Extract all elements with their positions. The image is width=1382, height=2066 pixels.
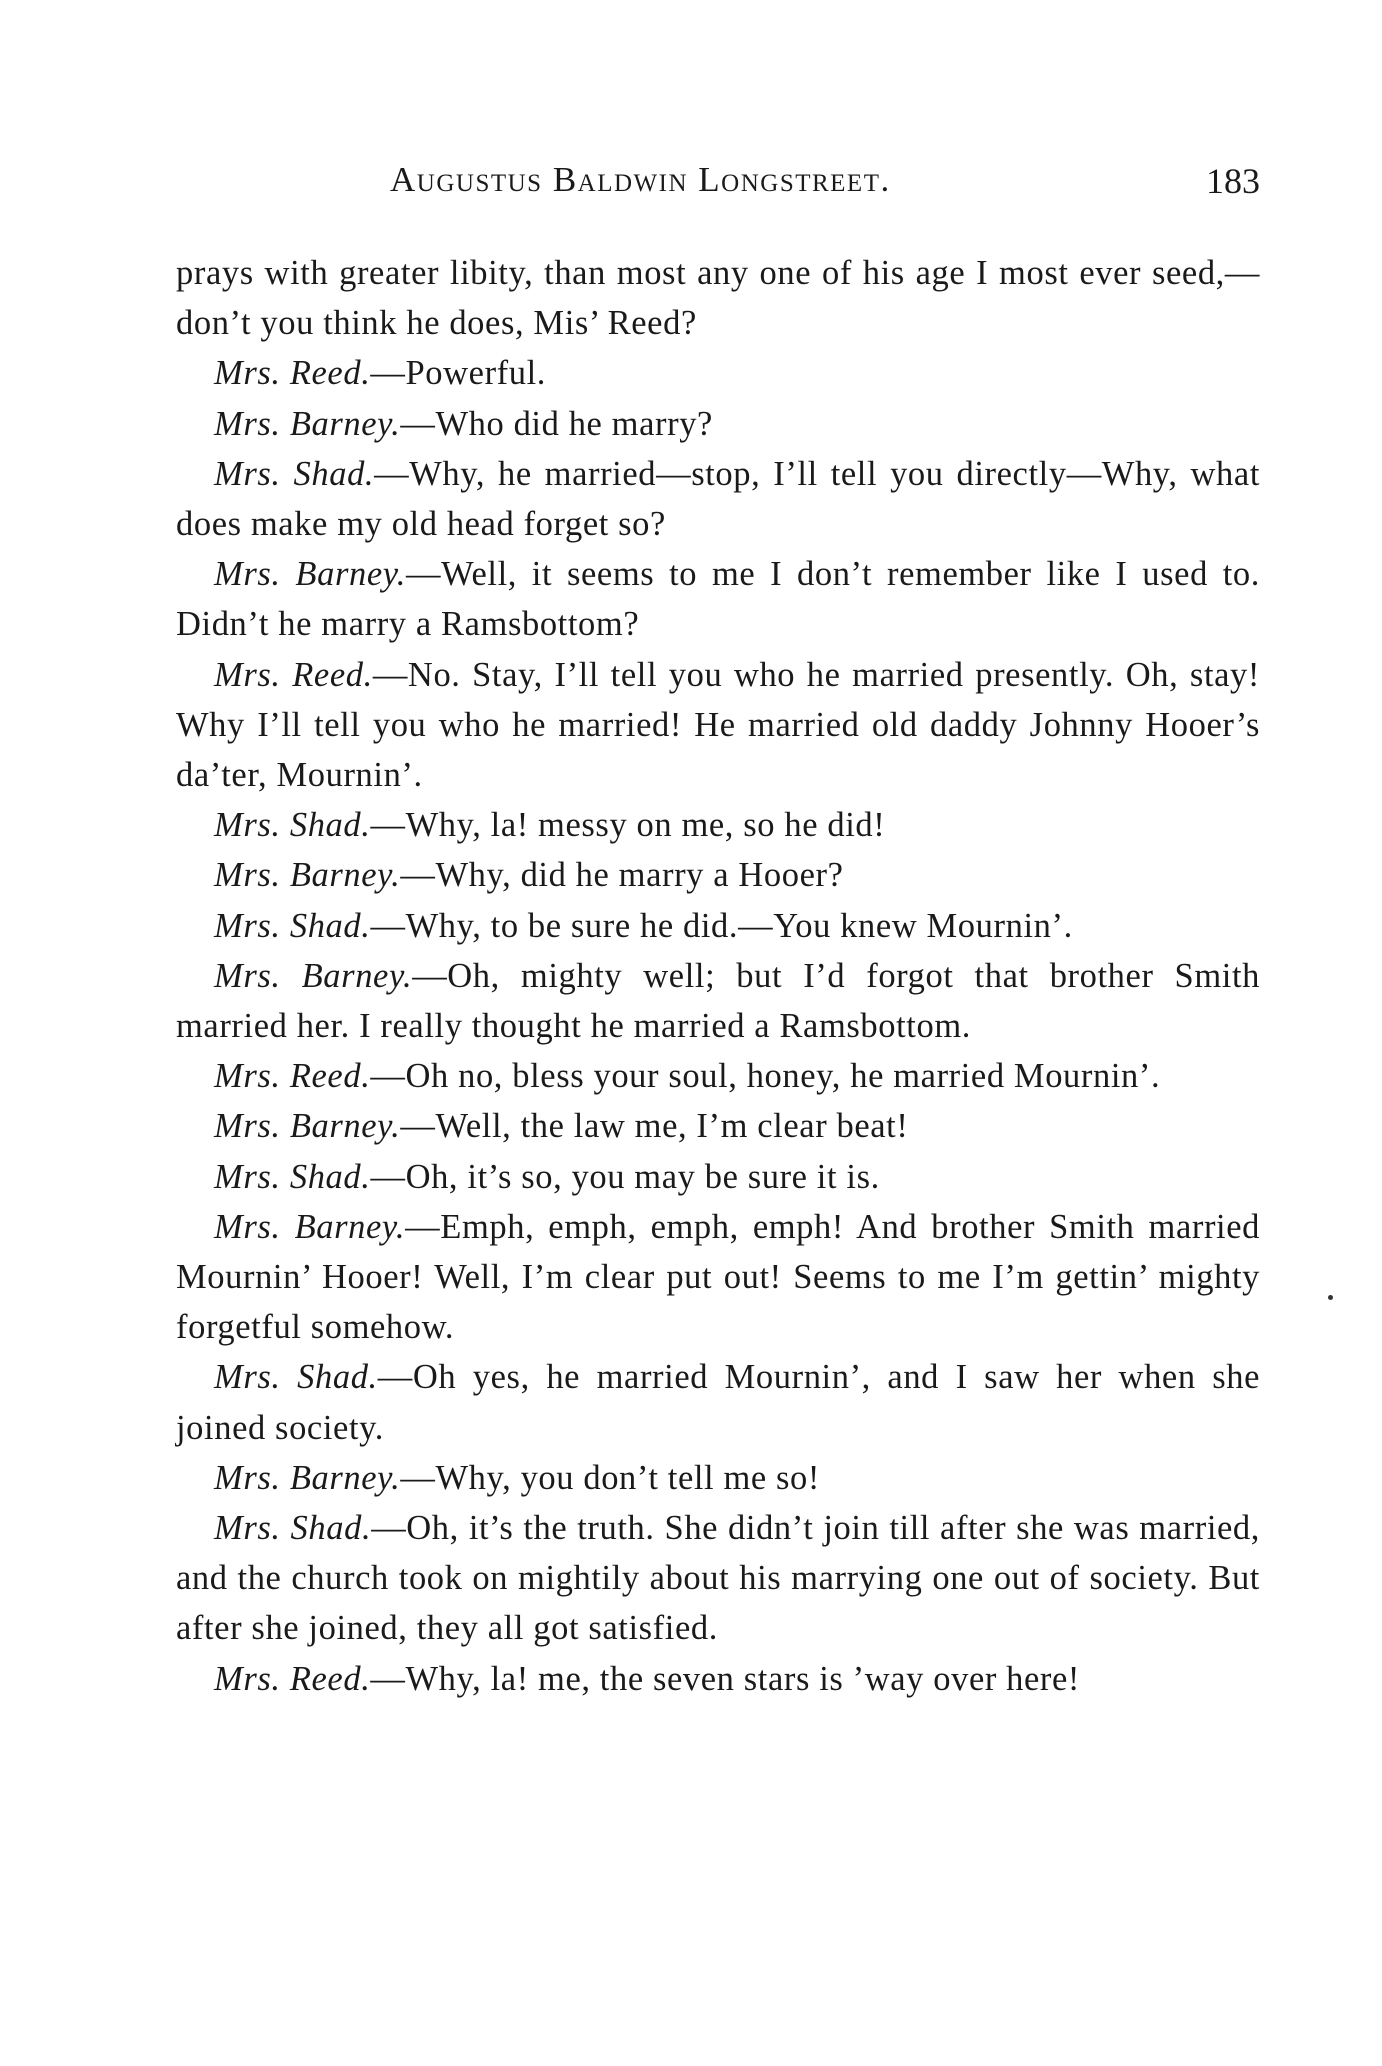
speaker-name: Mrs. Reed. (214, 1659, 371, 1698)
speaker-name: Mrs. Shad. (214, 454, 375, 493)
running-head (176, 160, 1260, 208)
opening-paragraph: prays with greater libity, than most any one of his age I most ever seed,—don’t you think he does, Mis’ Reed? (176, 254, 1260, 343)
dialogue-line (176, 1352, 1260, 1452)
speaker-name: Mrs. Barney. (214, 1207, 406, 1246)
speech-text: —Why, he married—stop, I’ll tell you directly—Why, what does make my old head forget so? (176, 454, 1260, 544)
speech-text: —Well, the law me, I’m clear beat! (400, 1107, 909, 1146)
speaker-name: Mrs. Reed. (214, 354, 371, 393)
dialogue-line (176, 1152, 1260, 1202)
dialogue-line (176, 1503, 1260, 1654)
dialogue-line (176, 800, 1260, 850)
speech-text: —Oh, it’s the truth. She didn’t join till after she was married, and the church took on mightily about his marrying one out of society. But after she joined, they all got satisfied. (176, 1509, 1260, 1648)
speech-text: —Powerful. (370, 354, 547, 393)
page-number: 183 (1206, 161, 1260, 201)
speaker-name: Mrs. Barney. (214, 1107, 401, 1146)
speech-text: —Oh yes, he married Mournin’, and I saw her when she joined society. (176, 1358, 1261, 1447)
dialogue-line (176, 1101, 1260, 1151)
dialogue-line (176, 650, 1260, 801)
speaker-name: Mrs. Barney. (214, 1458, 401, 1497)
dialogue-line (176, 1453, 1260, 1503)
speaker-name: Mrs. Barney. (214, 956, 413, 995)
speech-text: —Why, la! me, the seven stars is ’way over here! (370, 1659, 1081, 1698)
speech-text: —Emph, emph, emph, emph! And brother Smith married Mournin’ Hooer! Well, I’m clear put out! Seems to me I’m gettin’ mighty forgetful somehow. (176, 1207, 1261, 1347)
speech-text: —No. Stay, I’ll tell you who he married presently. Oh, stay! Why I’ll tell you who he married! He married old daddy Johnny Hooer’s da’ter, Mournin’. (176, 655, 1260, 795)
speaker-name: Mrs. Shad. (214, 1358, 378, 1397)
speaker-name: Mrs. Barney. (214, 856, 401, 895)
dialogue-line (176, 1654, 1260, 1704)
speaker-name: Mrs. Barney. (214, 404, 401, 443)
speech-text: —Well, it seems to me I don’t remember like I used to. Didn’t he marry a Ramsbottom? (176, 555, 1260, 644)
dialogue-line (176, 1202, 1260, 1353)
running-title: Augustus Baldwin Longstreet. (390, 160, 891, 199)
speech-text: —Why, la! messy on me, so he did! (370, 806, 886, 845)
speech-text: —Oh, mighty well; but I’d forgot that brother Smith married her. I really thought he married a Ramsbottom. (176, 956, 1260, 1046)
speech-text: —Oh no, bless your soul, honey, he married Mournin’. (370, 1057, 1161, 1096)
speaker-name: Mrs. Shad. (214, 906, 371, 945)
speaker-name: Mrs. Reed. (214, 655, 373, 694)
dialogue-line (176, 901, 1260, 951)
dialogue-line (176, 850, 1260, 900)
print-speck (1328, 1295, 1333, 1300)
speaker-name: Mrs. Shad. (214, 806, 371, 845)
speech-text: —Oh, it’s so, you may be sure it is. (370, 1157, 880, 1196)
speech-text: —Why, you don’t tell me so! (400, 1458, 820, 1497)
dialogue-line (176, 348, 1260, 398)
dialogue-line (176, 449, 1260, 549)
dialogue-line (176, 549, 1260, 649)
body-text (176, 248, 1260, 1704)
speaker-name: Mrs. Reed. (214, 1057, 371, 1096)
speech-text: —Why, to be sure he did.—You knew Mournin’. (370, 906, 1073, 945)
dialogue-line (176, 1051, 1260, 1101)
speaker-name: Mrs. Barney. (214, 555, 406, 594)
speech-text: —Why, did he marry a Hooer? (400, 856, 844, 895)
speaker-name: Mrs. Shad. (214, 1509, 372, 1548)
dialogue-line (176, 951, 1260, 1051)
speech-text: —Who did he marry? (400, 404, 713, 443)
dialogue-line (176, 399, 1260, 449)
speaker-name: Mrs. Shad. (214, 1157, 371, 1196)
